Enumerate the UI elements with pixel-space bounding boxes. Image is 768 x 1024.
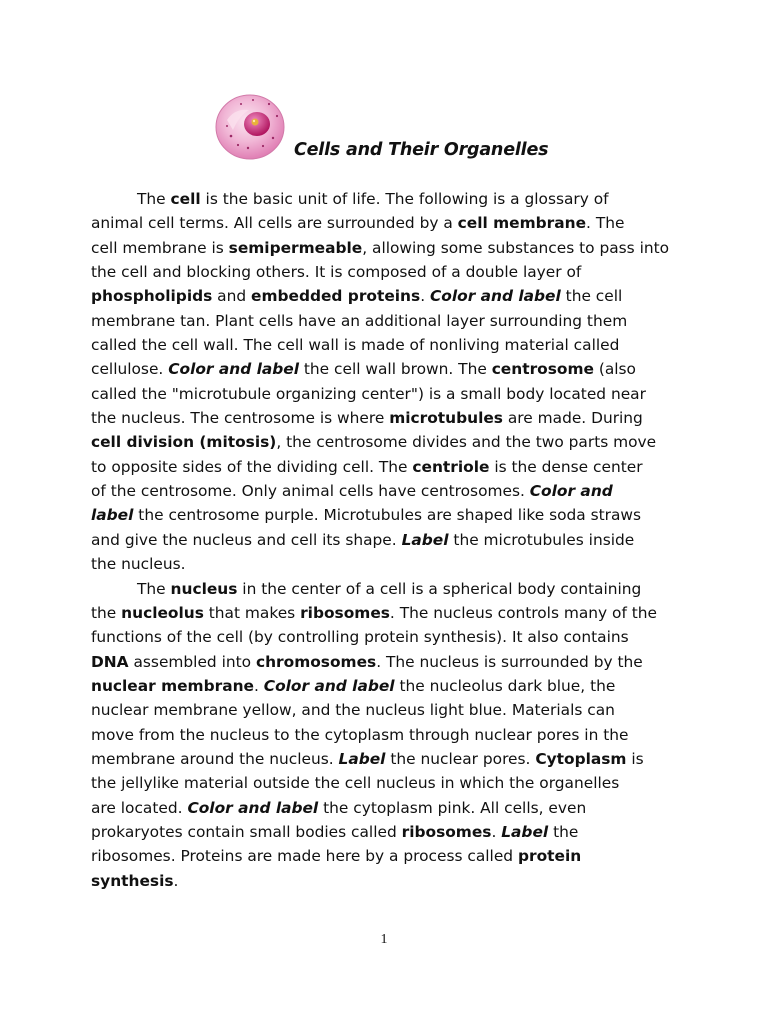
text-line xyxy=(91,333,691,357)
text-run: called the "microtubule organizing center") is a small body located near xyxy=(91,384,646,403)
text-line xyxy=(91,552,691,576)
glossary-term: cell division (mitosis) xyxy=(91,433,277,452)
emphasis-instruction: Color and label xyxy=(263,676,395,695)
text-line xyxy=(91,698,691,722)
text-run: , the centrosome divides and the two parts move xyxy=(276,433,657,452)
text-run: cell membrane is xyxy=(91,238,229,257)
glossary-term: protein xyxy=(517,847,582,866)
text-run: The xyxy=(137,190,171,208)
text-line xyxy=(91,211,691,235)
cell-illustration-image xyxy=(213,90,289,162)
glossary-term: phospholipids xyxy=(91,287,213,306)
text-run: animal cell terms. All cells are surrounded by a xyxy=(91,214,458,233)
emphasis-instruction: Color and xyxy=(529,482,613,501)
text-line xyxy=(91,357,691,381)
text-line xyxy=(91,674,691,698)
text-run: move from the nucleus to the cytoplasm through nuclear pores in the xyxy=(91,725,629,744)
text-run: . xyxy=(420,287,430,306)
text-run: . The nucleus controls many of the xyxy=(389,603,658,622)
emphasis-instruction: Color and label xyxy=(187,798,319,817)
text-line xyxy=(91,382,691,406)
emphasis-instruction: label xyxy=(91,506,134,525)
text-run: are located. xyxy=(91,798,188,817)
glossary-term: nucleus xyxy=(170,579,238,598)
text-line xyxy=(91,844,691,868)
text-run: The xyxy=(137,579,171,598)
text-line xyxy=(91,771,691,795)
text-run: assembled into xyxy=(128,652,256,671)
glossary-term: chromosomes xyxy=(255,652,377,671)
glossary-term: Cytoplasm xyxy=(535,749,627,768)
text-run: to opposite sides of the dividing cell. The xyxy=(91,457,413,476)
glossary-term: ribosomes xyxy=(401,822,492,841)
text-run: . xyxy=(491,822,502,841)
text-line xyxy=(91,528,691,552)
text-run: the nucleolus dark blue, the xyxy=(394,676,616,695)
text-run: (also xyxy=(593,360,636,379)
text-run: the nucleus. xyxy=(91,555,186,574)
text-run: , allowing some substances to pass into xyxy=(362,238,670,257)
text-line xyxy=(91,820,691,844)
text-run: prokaryotes contain small bodies called xyxy=(91,822,402,841)
text-run: membrane around the nucleus. xyxy=(91,749,339,768)
text-run: are made. During xyxy=(502,409,643,428)
emphasis-instruction: Color and label xyxy=(168,360,299,379)
text-run: in the center of a cell is a spherical body containing xyxy=(237,579,642,598)
page-number: 1 xyxy=(380,932,388,947)
glossary-term: semipermeable xyxy=(228,238,363,257)
glossary-term: microtubules xyxy=(389,409,503,428)
text-line xyxy=(91,577,691,601)
text-run: the xyxy=(548,822,579,841)
emphasis-instruction: Color and label xyxy=(429,287,561,306)
text-line xyxy=(91,309,691,333)
glossary-term: ribosomes xyxy=(300,603,390,622)
text-line xyxy=(91,747,691,771)
text-run: functions of the cell (by controlling protein synthesis). It also contains xyxy=(91,628,629,647)
text-line xyxy=(91,236,691,260)
text-run: the centrosome purple. Microtubules are shaped like soda straws xyxy=(133,506,642,525)
text-line xyxy=(91,625,691,649)
emphasis-instruction: Label xyxy=(338,749,386,768)
text-run: is the basic unit of life. The following is a glossary of xyxy=(200,190,609,208)
text-run: nuclear membrane yellow, and the nucleus light blue. Materials can xyxy=(91,701,615,720)
text-run: the cytoplasm pink. All cells, even xyxy=(318,798,587,817)
text-run: is the dense center xyxy=(489,457,643,476)
text-line xyxy=(91,260,691,284)
glossary-term: synthesis xyxy=(91,871,174,890)
text-run: . The nucleus is surrounded by the xyxy=(376,652,643,671)
text-line xyxy=(91,187,691,211)
text-line xyxy=(91,406,691,430)
glossary-term: embedded proteins xyxy=(251,287,421,306)
text-line xyxy=(91,284,691,308)
text-run: the microtubules inside xyxy=(448,530,635,549)
text-line xyxy=(91,503,691,527)
text-line xyxy=(91,479,691,503)
text-run: membrane tan. Plant cells have an additional layer surrounding them xyxy=(91,311,628,330)
glossary-term: cell xyxy=(170,190,201,208)
emphasis-instruction: Label xyxy=(501,822,549,841)
text-run: the nuclear pores. xyxy=(385,749,536,768)
text-run: that makes xyxy=(203,603,301,622)
text-run: . xyxy=(173,871,179,890)
text-line xyxy=(91,869,691,893)
text-run: the jellylike material outside the cell nucleus in which the organelles xyxy=(91,774,620,793)
text-line xyxy=(91,723,691,747)
text-run: ribosomes. Proteins are made here by a process called xyxy=(91,847,518,866)
text-run: and xyxy=(212,287,252,306)
text-run: called the cell wall. The cell wall is made of nonliving material called xyxy=(91,336,620,355)
glossary-term: nuclear membrane xyxy=(91,676,254,695)
glossary-term: DNA xyxy=(91,652,129,671)
text-line xyxy=(91,650,691,674)
text-run: of the centrosome. Only animal cells have centrosomes. xyxy=(91,482,530,501)
glossary-term: cell membrane xyxy=(457,214,587,233)
text-run: the cell xyxy=(560,287,623,306)
page-title: Cells and Their Organelles xyxy=(294,140,549,160)
glossary-term: centriole xyxy=(412,457,490,476)
text-run: the cell and blocking others. It is composed of a double layer of xyxy=(91,263,582,282)
text-run: . xyxy=(253,676,264,695)
emphasis-instruction: Label xyxy=(401,530,449,549)
text-run: is xyxy=(626,749,644,768)
body-paragraphs xyxy=(91,187,691,893)
text-run: and give the nucleus and cell its shape. xyxy=(91,530,402,549)
text-run: . The xyxy=(586,214,625,233)
text-line xyxy=(91,601,691,625)
text-line xyxy=(91,455,691,479)
glossary-term: centrosome xyxy=(491,360,594,379)
glossary-term: nucleolus xyxy=(121,603,204,622)
text-run: the cell wall brown. The xyxy=(298,360,492,379)
text-line xyxy=(91,430,691,454)
text-run: the nucleus. The centrosome is where xyxy=(91,409,390,428)
text-run: the xyxy=(91,603,122,622)
text-run: cellulose. xyxy=(91,360,169,379)
text-line xyxy=(91,796,691,820)
